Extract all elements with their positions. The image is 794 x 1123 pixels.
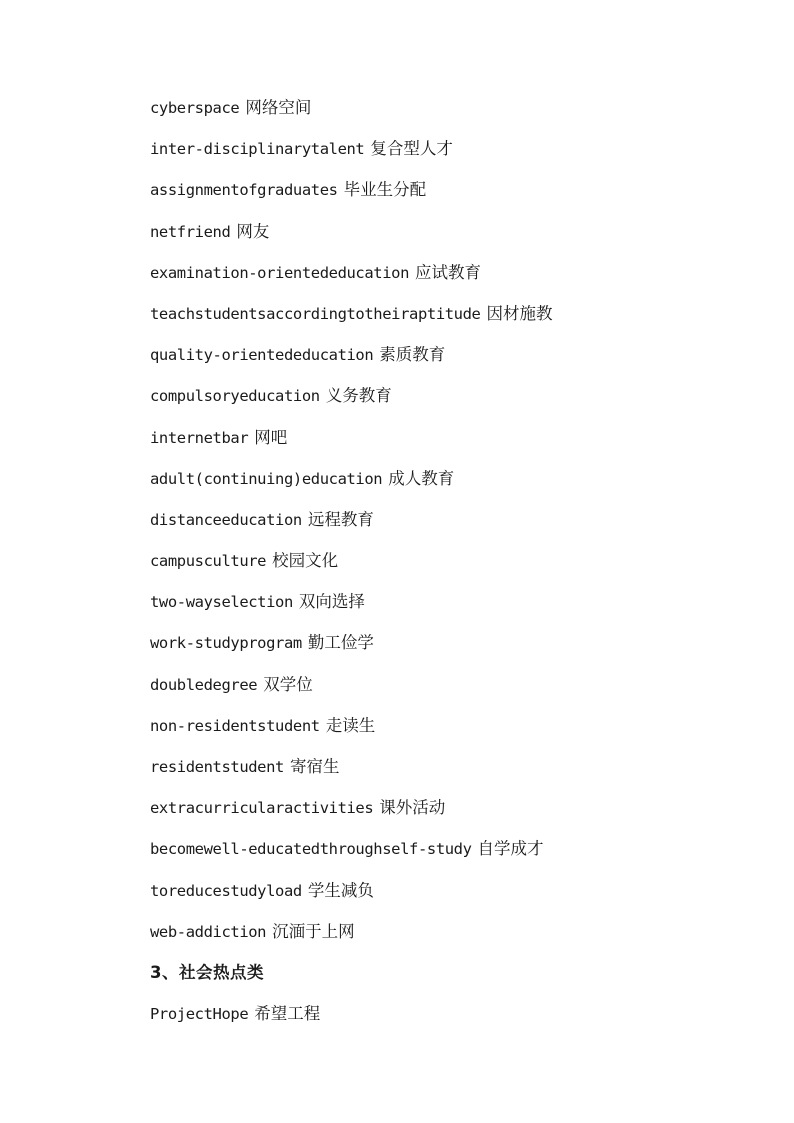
english-term: ProjectHope bbox=[150, 1005, 249, 1024]
english-term: netfriend bbox=[150, 222, 231, 241]
english-term: doubledegree bbox=[150, 675, 258, 694]
list-item bbox=[150, 424, 750, 465]
chinese-term: 素质教育 bbox=[379, 345, 446, 365]
list-item bbox=[150, 218, 750, 259]
chinese-term: 义务教育 bbox=[325, 386, 392, 406]
english-term: toreducestudyload bbox=[150, 881, 302, 900]
list-item bbox=[150, 382, 750, 423]
chinese-term: 校园文化 bbox=[272, 551, 339, 571]
english-term: extracurricularactivities bbox=[150, 799, 374, 818]
chinese-term: 远程教育 bbox=[307, 509, 374, 529]
chinese-term: 双学位 bbox=[263, 674, 313, 694]
english-term: adult(continuing)education bbox=[150, 469, 383, 488]
list-item bbox=[150, 794, 750, 835]
english-term: non-residentstudent bbox=[150, 716, 320, 735]
list-item bbox=[150, 506, 750, 547]
chinese-term: 毕业生分配 bbox=[343, 180, 427, 200]
english-term: quality-orientededucation bbox=[150, 346, 374, 365]
list-item bbox=[150, 671, 750, 712]
english-term: examination-orientededucation bbox=[150, 263, 410, 282]
english-term: campusculture bbox=[150, 552, 267, 571]
list-item bbox=[150, 341, 750, 382]
chinese-term: 应试教育 bbox=[415, 262, 482, 282]
english-term: two-wayselection bbox=[150, 593, 293, 612]
chinese-term: 希望工程 bbox=[254, 1004, 321, 1024]
english-term: becomewell-educatedthroughself-study bbox=[150, 840, 472, 859]
list-item bbox=[150, 465, 750, 506]
english-term: work-studyprogram bbox=[150, 634, 302, 653]
list-item bbox=[150, 588, 750, 629]
list-item bbox=[150, 835, 750, 876]
chinese-term: 沉湎于上网 bbox=[272, 921, 355, 941]
english-term: assignmentofgraduates bbox=[150, 181, 338, 200]
chinese-term: 勤工俭学 bbox=[307, 633, 374, 653]
english-term: compulsoryeducation bbox=[150, 387, 320, 406]
english-term: cyberspace bbox=[150, 99, 240, 117]
chinese-term: 课外活动 bbox=[379, 798, 446, 818]
chinese-term: 双向选择 bbox=[298, 592, 365, 612]
list-item bbox=[150, 629, 750, 670]
list-item bbox=[150, 1000, 750, 1041]
list-item bbox=[150, 918, 750, 959]
chinese-term: 走读生 bbox=[325, 715, 376, 735]
list-item bbox=[150, 259, 750, 300]
list-item bbox=[150, 176, 750, 217]
english-term: inter-disciplinarytalent bbox=[150, 140, 365, 159]
chinese-term: 复合型人才 bbox=[370, 139, 453, 159]
list-item bbox=[150, 753, 750, 794]
chinese-term: 寄宿生 bbox=[289, 757, 340, 776]
list-item bbox=[150, 547, 750, 588]
list-item bbox=[150, 877, 750, 918]
chinese-term: 网友 bbox=[236, 221, 270, 241]
english-term: internetbar bbox=[150, 428, 249, 447]
english-term: web-addiction bbox=[150, 922, 267, 941]
list-item bbox=[150, 135, 750, 176]
chinese-term: 自学成才 bbox=[477, 839, 544, 859]
chinese-term: 网吧 bbox=[254, 427, 288, 447]
list-item bbox=[150, 94, 750, 135]
chinese-term: 因材施教 bbox=[486, 303, 553, 323]
list-item bbox=[150, 300, 750, 341]
section-heading: 3、社会热点类 bbox=[150, 962, 264, 982]
vocabulary-list bbox=[150, 94, 750, 1041]
chinese-term: 学生减负 bbox=[307, 880, 374, 900]
list-item bbox=[150, 712, 750, 753]
english-term: distanceeducation bbox=[150, 510, 302, 529]
english-term: teachstudentsaccordingtotheiraptitude bbox=[150, 304, 481, 323]
chinese-term: 网络空间 bbox=[245, 98, 312, 117]
chinese-term: 成人教育 bbox=[388, 468, 455, 488]
english-term: residentstudent bbox=[150, 758, 284, 776]
